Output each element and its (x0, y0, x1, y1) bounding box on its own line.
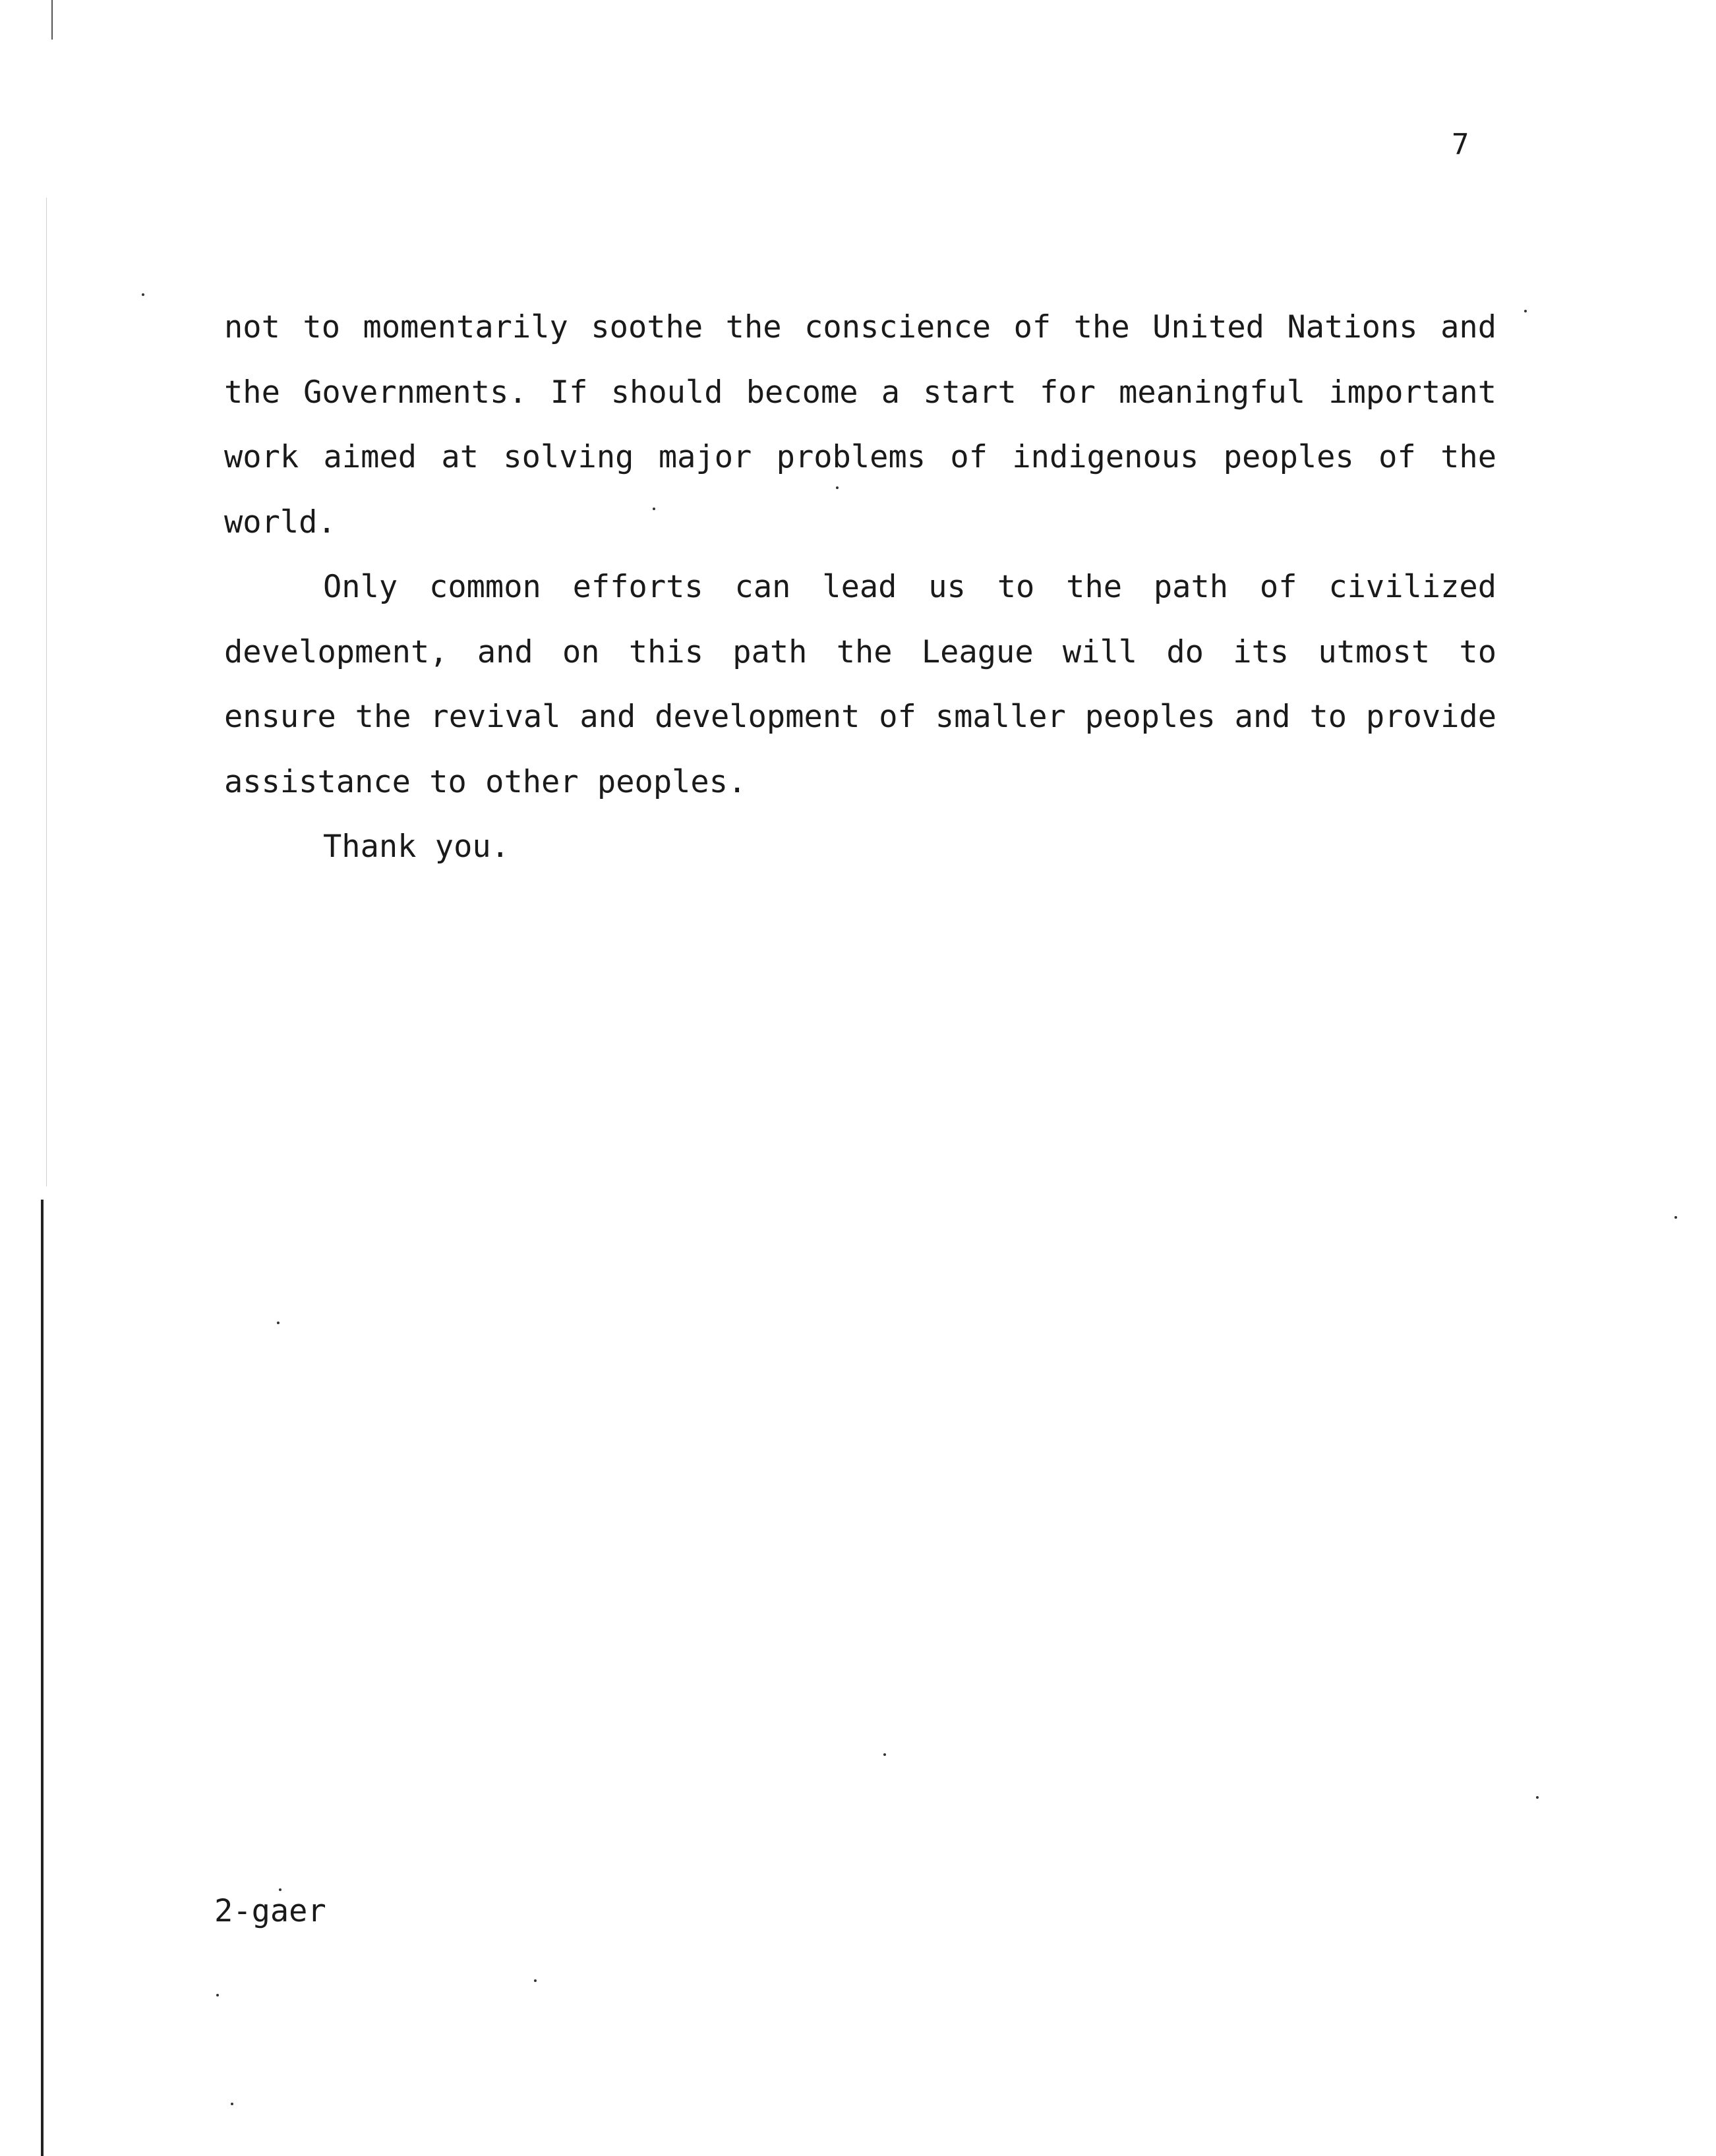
scan-speck (534, 1979, 537, 1982)
footer-reference-code: 2-gaer (214, 1893, 326, 1929)
scan-speck (277, 1322, 280, 1324)
page-number: 7 (1452, 128, 1469, 161)
scan-speck (231, 2103, 233, 2105)
scan-speck (653, 508, 655, 510)
paragraph-continuation: not to momentarily soothe the conscience of the United Nations and the Governments. If should become a start for meaningful important work aimed at solving major problems of indigenous peoples of the world. (224, 309, 1496, 540)
paragraph-common-efforts: Only common efforts can lead us to the path of civilized development, and on this path the League will do its utmost to ensure the revival and development of smaller peoples and to provide assistance to other peoples. (224, 569, 1496, 800)
scan-edge-mark (51, 0, 53, 40)
document-body (224, 295, 1496, 880)
scan-speck (216, 1994, 219, 1996)
scan-speck (142, 293, 144, 296)
scan-speck (1674, 1216, 1677, 1219)
scan-binding-edge (41, 1200, 44, 2156)
scan-speck (279, 1888, 281, 1891)
scan-speck (883, 1753, 886, 1756)
scan-speck (836, 486, 839, 489)
scan-edge-speckle (46, 198, 47, 1186)
scan-speck (1524, 310, 1527, 312)
scan-speck (1536, 1796, 1539, 1799)
paragraph-closing: Thank you. (323, 829, 510, 865)
